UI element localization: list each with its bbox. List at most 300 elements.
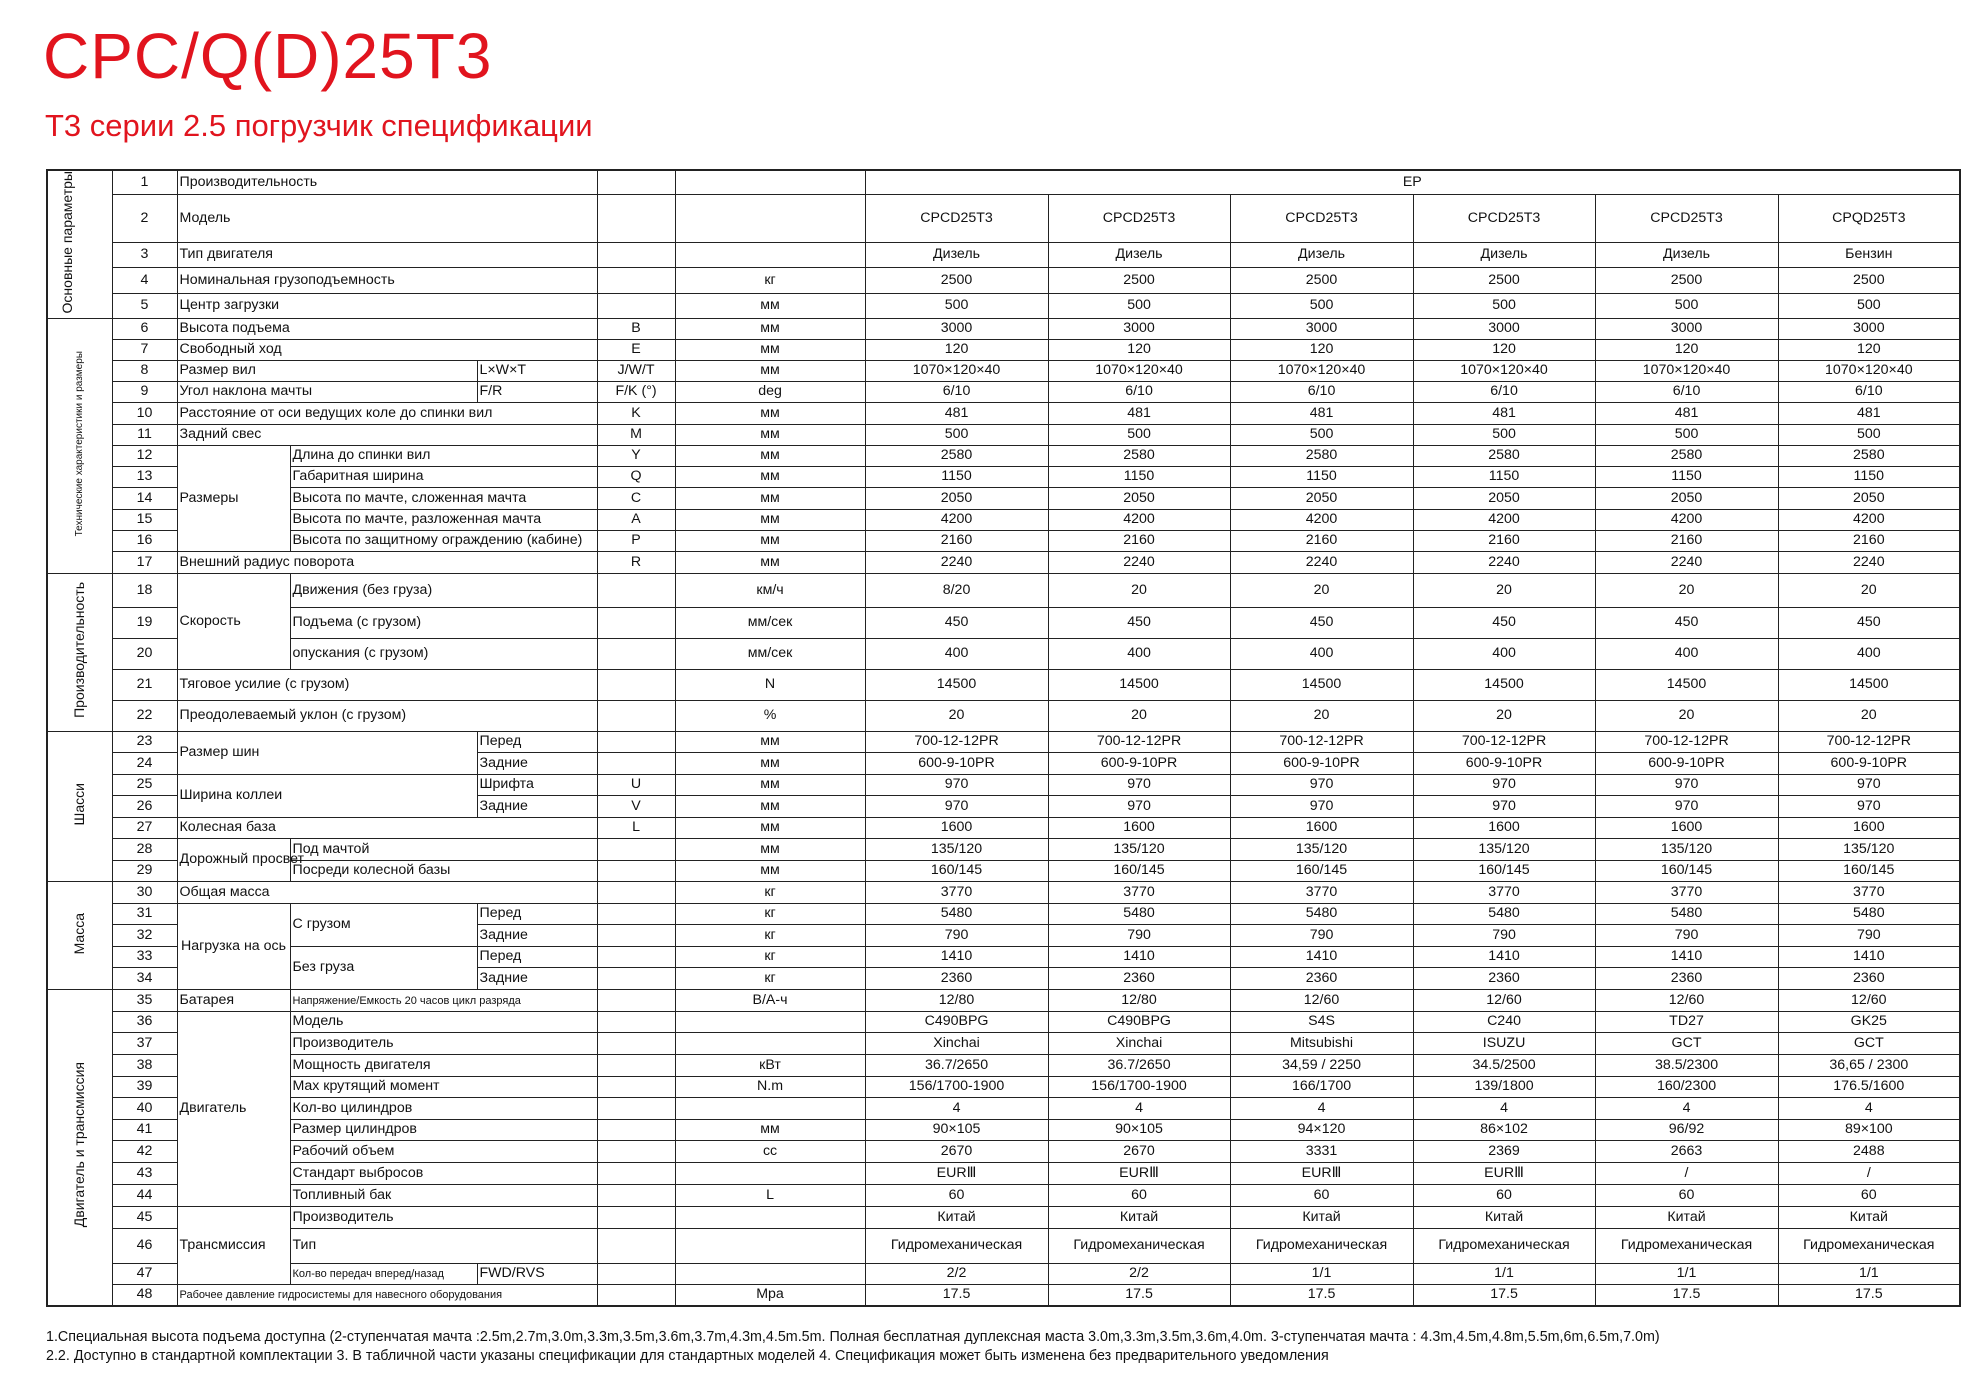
value-cell: 2360 bbox=[1595, 968, 1778, 990]
symbol-cell bbox=[597, 701, 675, 732]
value-cell: 500 bbox=[1595, 425, 1778, 446]
unit-cell bbox=[675, 1264, 865, 1285]
page-subtitle: T3 серии 2.5 погрузчик спецификации bbox=[45, 108, 593, 143]
group-label: Нагрузка на ось bbox=[177, 904, 290, 990]
unit-cell: кг bbox=[675, 268, 865, 293]
value-cell: 5480 bbox=[1230, 904, 1413, 925]
value-cell: 2240 bbox=[1778, 552, 1960, 574]
value-cell: 12/80 bbox=[865, 990, 1048, 1012]
value-cell: 5480 bbox=[865, 904, 1048, 925]
section-label-text: Шасси bbox=[71, 783, 88, 826]
value-cell: 1070×120×40 bbox=[1778, 361, 1960, 382]
value-cell: Китай bbox=[1048, 1207, 1230, 1229]
row-number: 19 bbox=[112, 608, 177, 639]
symbol-cell bbox=[597, 574, 675, 608]
value-cell: 2160 bbox=[865, 531, 1048, 552]
value-cell: GCT bbox=[1778, 1033, 1960, 1055]
value-cell: 90×105 bbox=[865, 1120, 1048, 1141]
symbol-cell bbox=[597, 990, 675, 1012]
value-cell: 790 bbox=[1048, 925, 1230, 947]
row-number: 12 bbox=[112, 446, 177, 467]
symbol-cell bbox=[597, 1033, 675, 1055]
value-cell: 600-9-10PR bbox=[1230, 753, 1413, 775]
value-cell: Китай bbox=[1230, 1207, 1413, 1229]
value-cell: 20 bbox=[1230, 574, 1413, 608]
param-label: Тяговое усилие (с грузом) bbox=[177, 670, 597, 701]
value-cell: 20 bbox=[1595, 574, 1778, 608]
section-label bbox=[47, 882, 112, 990]
symbol-cell: R bbox=[597, 552, 675, 574]
unit-cell: мм bbox=[675, 293, 865, 318]
value-cell: 20 bbox=[865, 701, 1048, 732]
value-cell: 6/10 bbox=[865, 382, 1048, 403]
row-number: 26 bbox=[112, 796, 177, 818]
value-cell: Дизель bbox=[1595, 242, 1778, 267]
row-number: 30 bbox=[112, 882, 177, 904]
value-cell: 500 bbox=[1048, 293, 1230, 318]
row-number: 13 bbox=[112, 467, 177, 488]
row-number: 33 bbox=[112, 947, 177, 968]
row-number: 37 bbox=[112, 1033, 177, 1055]
value-cell: 135/120 bbox=[1048, 839, 1230, 861]
value-cell: 2360 bbox=[1413, 968, 1595, 990]
table-row bbox=[47, 1163, 1960, 1185]
value-cell: 176.5/1600 bbox=[1778, 1077, 1960, 1098]
symbol-cell bbox=[597, 1264, 675, 1285]
value-cell: 2/2 bbox=[1048, 1264, 1230, 1285]
value-cell: 6/10 bbox=[1595, 382, 1778, 403]
param-label: Подъема (с грузом) bbox=[290, 608, 597, 639]
unit-cell: мм bbox=[675, 403, 865, 425]
value-cell: 2160 bbox=[1230, 531, 1413, 552]
value-cell: 160/145 bbox=[1413, 861, 1595, 882]
value-cell: 14500 bbox=[865, 670, 1048, 701]
value-cell: 2500 bbox=[1413, 268, 1595, 293]
param-label: Движения (без груза) bbox=[290, 574, 597, 608]
value-cell: 500 bbox=[1413, 293, 1595, 318]
section-label-text: Основные параметры bbox=[58, 171, 75, 314]
value-cell: 450 bbox=[1413, 608, 1595, 639]
row-number: 14 bbox=[112, 488, 177, 510]
value-cell: EURⅢ bbox=[1413, 1163, 1595, 1185]
row-number: 3 bbox=[112, 242, 177, 267]
unit-cell: кВт bbox=[675, 1055, 865, 1077]
value-cell: 135/120 bbox=[1413, 839, 1595, 861]
symbol-cell bbox=[597, 1207, 675, 1229]
row-number: 2 bbox=[112, 194, 177, 242]
param-label: Рабочее давление гидросистемы для навесного оборудования bbox=[177, 1285, 597, 1306]
value-cell: 1070×120×40 bbox=[1230, 361, 1413, 382]
value-cell: 20 bbox=[1413, 574, 1595, 608]
table-row bbox=[47, 268, 1960, 293]
value-cell: 3000 bbox=[1230, 319, 1413, 340]
value-cell: 500 bbox=[1413, 425, 1595, 446]
table-row bbox=[47, 194, 1960, 242]
value-cell: 160/145 bbox=[1778, 861, 1960, 882]
row-number: 45 bbox=[112, 1207, 177, 1229]
symbol-cell bbox=[597, 1077, 675, 1098]
symbol-cell: K bbox=[597, 403, 675, 425]
row-number: 43 bbox=[112, 1163, 177, 1185]
value-cell: 600-9-10PR bbox=[1413, 753, 1595, 775]
value-cell: 156/1700-1900 bbox=[1048, 1077, 1230, 1098]
section-label bbox=[47, 732, 112, 882]
value-cell: 970 bbox=[1595, 775, 1778, 796]
value-cell: 450 bbox=[1048, 608, 1230, 639]
value-cell: 17.5 bbox=[1413, 1285, 1595, 1306]
unit-cell bbox=[675, 1207, 865, 1229]
row-number: 41 bbox=[112, 1120, 177, 1141]
value-cell: / bbox=[1778, 1163, 1960, 1185]
value-cell: 2580 bbox=[1595, 446, 1778, 467]
value-cell: 17.5 bbox=[1048, 1285, 1230, 1306]
unit-cell bbox=[675, 170, 865, 194]
value-cell: 2240 bbox=[1048, 552, 1230, 574]
value-cell: 160/145 bbox=[1048, 861, 1230, 882]
value-cell: 2580 bbox=[1048, 446, 1230, 467]
value-cell: 60 bbox=[1778, 1185, 1960, 1207]
table-row bbox=[47, 1012, 1960, 1033]
unit-cell: мм bbox=[675, 1120, 865, 1141]
unit-cell: N bbox=[675, 670, 865, 701]
unit-cell bbox=[675, 1033, 865, 1055]
param-label: опускания (с грузом) bbox=[290, 639, 597, 670]
symbol-cell: B bbox=[597, 319, 675, 340]
value-cell: Бензин bbox=[1778, 242, 1960, 267]
value-cell: 500 bbox=[1595, 293, 1778, 318]
group-label: Размер шин bbox=[177, 732, 477, 775]
unit-cell: L bbox=[675, 1185, 865, 1207]
value-cell: 36.7/2650 bbox=[865, 1055, 1048, 1077]
unit-cell: мм bbox=[675, 361, 865, 382]
symbol-cell bbox=[597, 882, 675, 904]
section-label-text: Двигатель и трансмиссия bbox=[71, 1062, 88, 1228]
param-label: Производитель bbox=[290, 1033, 597, 1055]
row-number: 31 bbox=[112, 904, 177, 925]
value-cell: 1150 bbox=[1778, 467, 1960, 488]
symbol-cell bbox=[597, 1163, 675, 1185]
value-cell: 20 bbox=[1778, 701, 1960, 732]
value-cell: Гидромеханическая bbox=[1048, 1229, 1230, 1264]
value-cell: 2580 bbox=[865, 446, 1048, 467]
value-cell: 1150 bbox=[1230, 467, 1413, 488]
value-cell: 135/120 bbox=[1778, 839, 1960, 861]
table-row bbox=[47, 510, 1960, 531]
param-label: Батарея bbox=[177, 990, 290, 1012]
value-cell: 6/10 bbox=[1048, 382, 1230, 403]
value-cell: 970 bbox=[1230, 796, 1413, 818]
table-row bbox=[47, 574, 1960, 608]
value-cell: 790 bbox=[865, 925, 1048, 947]
value-cell: 600-9-10PR bbox=[1595, 753, 1778, 775]
value-cell: 2050 bbox=[1595, 488, 1778, 510]
table-row bbox=[47, 861, 1960, 882]
group-label: Трансмиссия bbox=[177, 1207, 290, 1285]
symbol-cell: F/K (°) bbox=[597, 382, 675, 403]
value-cell: 400 bbox=[1048, 639, 1230, 670]
section-label-text: Масса bbox=[71, 912, 88, 954]
row-number: 4 bbox=[112, 268, 177, 293]
symbol-cell bbox=[597, 1285, 675, 1306]
unit-cell bbox=[675, 1012, 865, 1033]
row-number: 48 bbox=[112, 1285, 177, 1306]
value-cell: 12/60 bbox=[1413, 990, 1595, 1012]
value-cell: 17.5 bbox=[865, 1285, 1048, 1306]
value-cell: 2050 bbox=[1048, 488, 1230, 510]
symbol-cell bbox=[597, 1055, 675, 1077]
value-cell: 14500 bbox=[1230, 670, 1413, 701]
value-cell: Китай bbox=[1778, 1207, 1960, 1229]
symbol-cell: J/W/T bbox=[597, 361, 675, 382]
value-cell: 500 bbox=[865, 293, 1048, 318]
group-label: Дорожный просвет bbox=[177, 839, 290, 882]
value-cell: 94×120 bbox=[1230, 1120, 1413, 1141]
value-cell: CPCD25T3 bbox=[865, 194, 1048, 242]
value-cell: 156/1700-1900 bbox=[865, 1077, 1048, 1098]
value-cell: 500 bbox=[1230, 425, 1413, 446]
param-label: Внешний радиус поворота bbox=[177, 552, 597, 574]
value-cell: 2500 bbox=[1595, 268, 1778, 293]
value-cell: Гидромеханическая bbox=[865, 1229, 1048, 1264]
unit-cell: мм bbox=[675, 552, 865, 574]
value-cell: 2050 bbox=[865, 488, 1048, 510]
value-cell: 1410 bbox=[1230, 947, 1413, 968]
value-cell: 3770 bbox=[1595, 882, 1778, 904]
value-cell: Гидромеханическая bbox=[1413, 1229, 1595, 1264]
value-cell: 4200 bbox=[1778, 510, 1960, 531]
value-cell: CPCD25T3 bbox=[1230, 194, 1413, 242]
value-cell: ISUZU bbox=[1413, 1033, 1595, 1055]
row-number: 17 bbox=[112, 552, 177, 574]
param-sublabel: FWD/RVS bbox=[477, 1264, 597, 1285]
value-cell: C240 bbox=[1413, 1012, 1595, 1033]
value-cell: 60 bbox=[1048, 1185, 1230, 1207]
value-cell: 60 bbox=[1595, 1185, 1778, 1207]
row-number: 21 bbox=[112, 670, 177, 701]
param-sublabel: Перед bbox=[477, 904, 597, 925]
value-cell: 14500 bbox=[1413, 670, 1595, 701]
value-cell: 600-9-10PR bbox=[865, 753, 1048, 775]
value-cell: 400 bbox=[1778, 639, 1960, 670]
value-cell: 450 bbox=[1778, 608, 1960, 639]
value-cell: 500 bbox=[1048, 425, 1230, 446]
value-cell: 3770 bbox=[1230, 882, 1413, 904]
unit-cell: мм/сек bbox=[675, 608, 865, 639]
value-cell: 3770 bbox=[865, 882, 1048, 904]
unit-cell: deg bbox=[675, 382, 865, 403]
symbol-cell bbox=[597, 1141, 675, 1163]
row-number: 35 bbox=[112, 990, 177, 1012]
value-cell: 160/145 bbox=[1595, 861, 1778, 882]
symbol-cell: M bbox=[597, 425, 675, 446]
value-cell: 34,59 / 2250 bbox=[1230, 1055, 1413, 1077]
value-cell: 1150 bbox=[1048, 467, 1230, 488]
symbol-cell bbox=[597, 1098, 675, 1120]
unit-cell: км/ч bbox=[675, 574, 865, 608]
table-row bbox=[47, 639, 1960, 670]
value-cell: 1070×120×40 bbox=[1413, 361, 1595, 382]
param-label: Тип двигателя bbox=[177, 242, 597, 267]
value-cell: 17.5 bbox=[1595, 1285, 1778, 1306]
value-cell: 2670 bbox=[865, 1141, 1048, 1163]
value-cell: 700-12-12PR bbox=[1048, 732, 1230, 753]
value-cell: 4200 bbox=[1048, 510, 1230, 531]
symbol-cell bbox=[597, 839, 675, 861]
unit-cell: мм bbox=[675, 510, 865, 531]
value-cell: 2360 bbox=[865, 968, 1048, 990]
group-label: Ширина коллеи bbox=[177, 775, 477, 818]
value-cell: EURⅢ bbox=[865, 1163, 1048, 1185]
unit-cell: мм bbox=[675, 446, 865, 467]
value-cell: 3770 bbox=[1048, 882, 1230, 904]
value-cell: 2369 bbox=[1413, 1141, 1595, 1163]
value-cell: Xinchai bbox=[1048, 1033, 1230, 1055]
value-cell: 139/1800 bbox=[1413, 1077, 1595, 1098]
value-cell: 3770 bbox=[1778, 882, 1960, 904]
value-cell: 120 bbox=[1595, 340, 1778, 361]
value-cell: 120 bbox=[1048, 340, 1230, 361]
value-cell: 700-12-12PR bbox=[1595, 732, 1778, 753]
row-number: 42 bbox=[112, 1141, 177, 1163]
value-cell: 600-9-10PR bbox=[1048, 753, 1230, 775]
value-cell: CPCD25T3 bbox=[1048, 194, 1230, 242]
value-cell: 700-12-12PR bbox=[865, 732, 1048, 753]
value-cell: 700-12-12PR bbox=[1413, 732, 1595, 753]
value-cell: 1/1 bbox=[1230, 1264, 1413, 1285]
param-label: Производитель bbox=[290, 1207, 597, 1229]
param-label: Размер вил bbox=[177, 361, 477, 382]
param-sublabel: F/R bbox=[477, 382, 597, 403]
value-cell: 2160 bbox=[1595, 531, 1778, 552]
value-cell: 1150 bbox=[1413, 467, 1595, 488]
value-cell: 2360 bbox=[1230, 968, 1413, 990]
value-cell: 2580 bbox=[1778, 446, 1960, 467]
value-cell: 2580 bbox=[1230, 446, 1413, 467]
param-label: Высота по мачте, сложенная мачта bbox=[290, 488, 597, 510]
value-cell: 2580 bbox=[1413, 446, 1595, 467]
value-cell: 60 bbox=[865, 1185, 1048, 1207]
table-row bbox=[47, 170, 1960, 194]
table-row bbox=[47, 1264, 1960, 1285]
symbol-cell bbox=[597, 268, 675, 293]
value-cell: 2160 bbox=[1048, 531, 1230, 552]
value-cell: GCT bbox=[1595, 1033, 1778, 1055]
value-cell: 790 bbox=[1413, 925, 1595, 947]
group-label: С грузом bbox=[290, 904, 477, 947]
value-cell: 4 bbox=[1413, 1098, 1595, 1120]
value-cell: 970 bbox=[1413, 775, 1595, 796]
table-row bbox=[47, 1285, 1960, 1306]
value-cell: 1410 bbox=[1778, 947, 1960, 968]
value-cell: EURⅢ bbox=[1230, 1163, 1413, 1185]
symbol-cell bbox=[597, 170, 675, 194]
value-cell: 4 bbox=[1048, 1098, 1230, 1120]
value-cell: 481 bbox=[1778, 403, 1960, 425]
symbol-cell bbox=[597, 1120, 675, 1141]
group-label: Скорость bbox=[177, 574, 290, 670]
row-number: 25 bbox=[112, 775, 177, 796]
unit-cell: кг bbox=[675, 968, 865, 990]
value-cell: 96/92 bbox=[1595, 1120, 1778, 1141]
page-title: CPC/Q(D)25T3 bbox=[43, 20, 493, 92]
value-cell: 120 bbox=[1778, 340, 1960, 361]
value-cell: 1600 bbox=[1778, 818, 1960, 839]
value-cell: 3770 bbox=[1413, 882, 1595, 904]
value-cell: 1/1 bbox=[1413, 1264, 1595, 1285]
section-label bbox=[47, 319, 112, 574]
row-number: 47 bbox=[112, 1264, 177, 1285]
value-cell: 160/145 bbox=[1230, 861, 1413, 882]
value-cell: 1600 bbox=[1230, 818, 1413, 839]
row-number: 18 bbox=[112, 574, 177, 608]
row-number: 11 bbox=[112, 425, 177, 446]
value-cell: 4 bbox=[1595, 1098, 1778, 1120]
value-cell: 5480 bbox=[1048, 904, 1230, 925]
value-cell: 2160 bbox=[1413, 531, 1595, 552]
value-cell: 400 bbox=[1230, 639, 1413, 670]
param-label: Размер цилиндров bbox=[290, 1120, 597, 1141]
value-cell: 2240 bbox=[1230, 552, 1413, 574]
value-cell: 970 bbox=[1595, 796, 1778, 818]
row-number: 32 bbox=[112, 925, 177, 947]
param-label: Тип bbox=[290, 1229, 597, 1264]
value-cell: 5480 bbox=[1595, 904, 1778, 925]
unit-cell: % bbox=[675, 701, 865, 732]
symbol-cell bbox=[597, 1012, 675, 1033]
value-cell: CPCD25T3 bbox=[1413, 194, 1595, 242]
value-cell: 2160 bbox=[1778, 531, 1960, 552]
row-number: 22 bbox=[112, 701, 177, 732]
param-label: Под мачтой bbox=[290, 839, 597, 861]
value-cell: 700-12-12PR bbox=[1778, 732, 1960, 753]
value-cell: 790 bbox=[1595, 925, 1778, 947]
value-cell: 2663 bbox=[1595, 1141, 1778, 1163]
value-cell: EURⅢ bbox=[1048, 1163, 1230, 1185]
value-cell: 450 bbox=[1595, 608, 1778, 639]
value-cell: 4 bbox=[1778, 1098, 1960, 1120]
value-cell: 20 bbox=[1595, 701, 1778, 732]
row-number: 20 bbox=[112, 639, 177, 670]
value-cell: 6/10 bbox=[1230, 382, 1413, 403]
value-cell: 12/80 bbox=[1048, 990, 1230, 1012]
unit-cell: N.m bbox=[675, 1077, 865, 1098]
value-cell: 5480 bbox=[1413, 904, 1595, 925]
param-label: Производительность bbox=[177, 170, 597, 194]
value-cell: 2050 bbox=[1230, 488, 1413, 510]
value-cell: 500 bbox=[865, 425, 1048, 446]
table-row bbox=[47, 1033, 1960, 1055]
symbol-cell bbox=[597, 904, 675, 925]
value-cell: 6/10 bbox=[1778, 382, 1960, 403]
value-cell: 500 bbox=[1778, 425, 1960, 446]
value-cell: 120 bbox=[1413, 340, 1595, 361]
value-cell: Дизель bbox=[1048, 242, 1230, 267]
value-cell: 2500 bbox=[865, 268, 1048, 293]
footnote-1: 1.Специальная высота подъема доступна (2-ступенчатая мачта :2.5m,2.7m,3.0m,3.3m,3.5m,3.6m,3.7m,4.3m,4.5m.5m. Полная бесплатная дуплексная маста 3.0m,3.3m,3.5m,3.6m,4.0m. 3-ступенчатая мачта : 4.3m,4.5m,4.8m,5.5m,6m,6.5m,7.0m) bbox=[46, 1329, 1660, 1345]
symbol-cell: C bbox=[597, 488, 675, 510]
table-row bbox=[47, 467, 1960, 488]
param-sublabel: Задние bbox=[477, 753, 597, 775]
symbol-cell bbox=[597, 753, 675, 775]
unit-cell: мм bbox=[675, 775, 865, 796]
value-cell: 4200 bbox=[1413, 510, 1595, 531]
value-cell: 1600 bbox=[1413, 818, 1595, 839]
footnote-2: 2.2. Доступно в стандартной комплектации 3. В табличной части указаны спецификации для стандартных моделей 4. Спецификация может быть изменена без предварительного уведомления bbox=[46, 1348, 1329, 1364]
param-label: Колесная база bbox=[177, 818, 597, 839]
value-cell: 1150 bbox=[865, 467, 1048, 488]
row-number: 24 bbox=[112, 753, 177, 775]
value-cell: 120 bbox=[865, 340, 1048, 361]
